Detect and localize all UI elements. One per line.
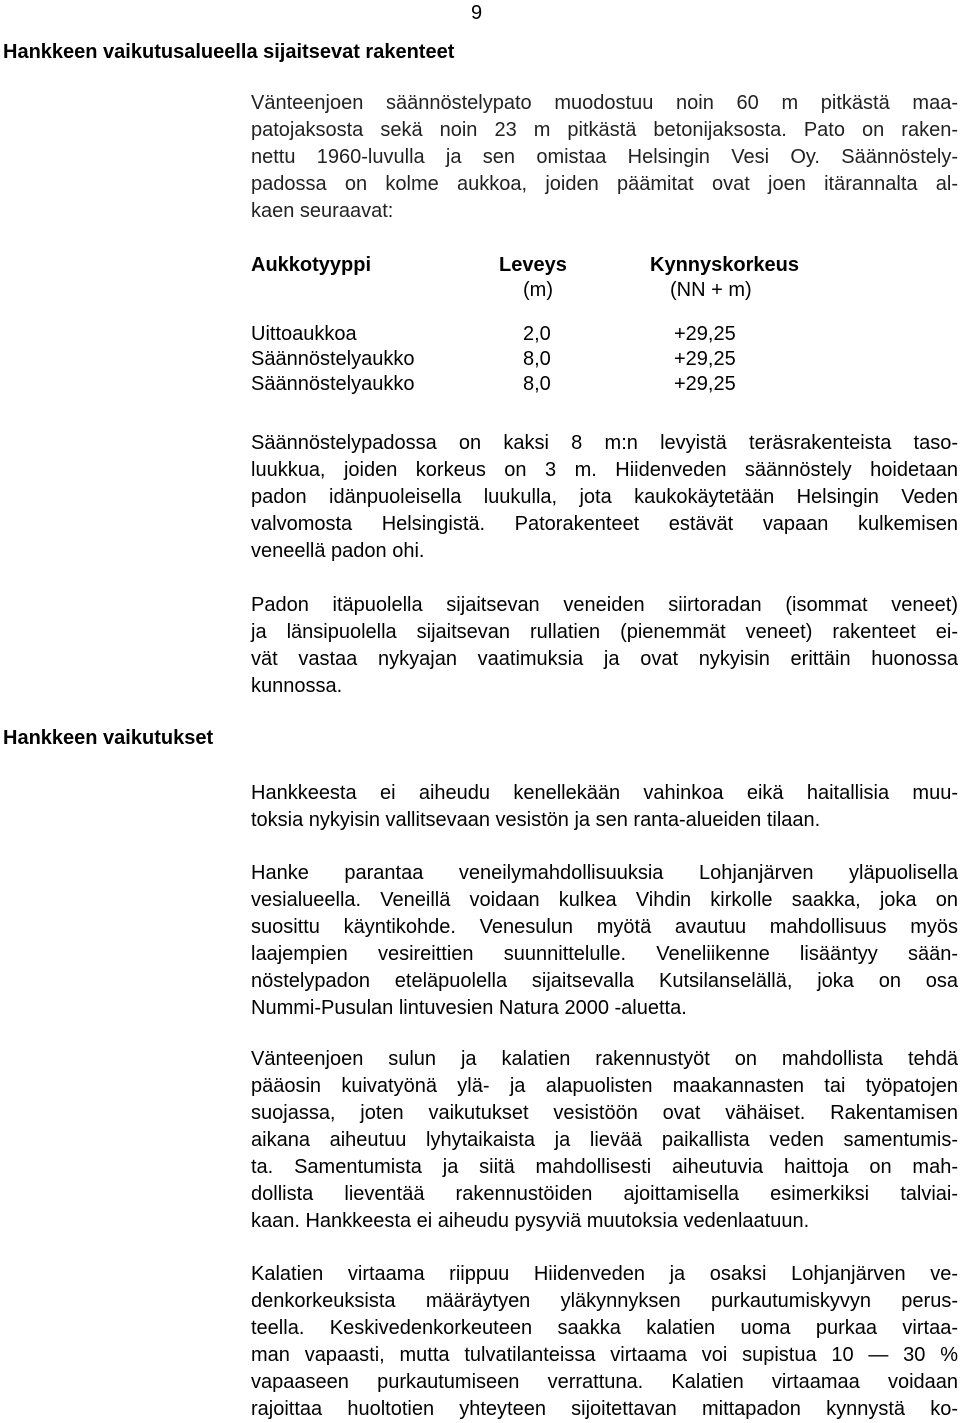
- text-line: toksia nykyisin vallitsevaan vesistön ja sen ranta-alueiden tilaan.: [251, 809, 821, 831]
- paragraph-no-harm: [251, 780, 958, 834]
- text-line: pääosin kuivatyönä ylä- ja alapuolisten maakannasten tai työpatojen: [251, 1075, 958, 1097]
- text-line: vesialueella. Veneillä voidaan kulkea Vihdin kirkolle saakka, joka on: [251, 889, 958, 911]
- text-line: denkorkeuksista määräytyen yläkynnyksen purkautumiskyvyn perus-: [251, 1290, 958, 1312]
- text-line: man vapaasti, mutta tulvatilanteissa virtaama voi supistua 10 — 30 %: [251, 1344, 958, 1366]
- text-line: luukkua, joiden korkeus on 3 m. Hiidenveden säännöstely hoidetaan: [251, 459, 958, 481]
- text-line: Kalatien virtaama riippuu Hiidenveden ja osaksi Lohjanjärven ve-: [251, 1263, 958, 1285]
- text-line: suojassa, joten vaikutukset vesistöön ovat vähäiset. Rakentamisen: [251, 1102, 958, 1124]
- intro-paragraph: [251, 90, 958, 225]
- column-header: Kynnyskorkeus: [650, 254, 799, 276]
- text-line: Säännöstelypadossa on kaksi 8 m:n levyistä teräsrakenteista taso-: [251, 432, 958, 454]
- column-unit: (m): [523, 279, 553, 301]
- text-line: patojaksosta sekä noin 23 m pitkästä betonijaksosta. Pato on raken-: [251, 119, 958, 141]
- paragraph-construction: [251, 1046, 958, 1235]
- section-heading-impacts: Hankkeen vaikutukset: [3, 727, 214, 749]
- text-line: kaen seuraavat:: [251, 200, 394, 222]
- table-cell: 8,0: [523, 373, 551, 395]
- text-line: nöstelypadon eteläpuolella sijaitsevalla Kutsilanselällä, joka on osa: [251, 970, 958, 992]
- text-line: padon idänpuoleisella luukulla, jota kaukokäytetään Helsingin Veden: [251, 486, 958, 508]
- section-heading-structures: Hankkeen vaikutusalueella sijaitsevat rakenteet: [3, 41, 455, 63]
- table-header-row: [251, 253, 851, 278]
- table-cell: +29,25: [674, 348, 736, 370]
- text-line: vapaaseen purkautumiseen verrattuna. Kalatien virtaamaa voidaan: [251, 1371, 958, 1393]
- text-line: ta. Samentumista ja siitä mahdollisesti aiheutuvia haittoja on mah-: [251, 1156, 958, 1178]
- paragraph-boating: [251, 860, 958, 1022]
- text-line: ja länsipuolella sijaitsevan rullatien (pienemmät veneet) rakenteet ei-: [251, 621, 958, 643]
- text-line: aikana aiheutuu lyhytaikaista ja lievää paikallista veden samentumis-: [251, 1129, 958, 1151]
- text-line: Nummi-Pusulan lintuvesien Natura 2000 -aluetta.: [251, 997, 687, 1019]
- table-cell: 8,0: [523, 348, 551, 370]
- table-row: [251, 347, 851, 372]
- table-cell: Säännöstelyaukko: [251, 348, 415, 370]
- paragraph-boat-transfer: [251, 592, 958, 700]
- table-cell: Säännöstelyaukko: [251, 373, 415, 395]
- text-line: vät vastaa nykyajan vaatimuksia ja ovat nykyisin erittäin huonossa: [251, 648, 958, 670]
- text-line: suosittu käyntikohde. Venesulun myötä avautuu mahdollisuus myös: [251, 916, 958, 938]
- column-header: Aukkotyyppi: [251, 254, 372, 276]
- text-line: Hanke parantaa veneilymahdollisuuksia Lohjanjärven yläpuolisella: [251, 862, 958, 884]
- column-unit: (NN + m): [670, 279, 752, 301]
- text-line: kaan. Hankkeesta ei aiheudu pysyviä muutoksia vedenlaatuun.: [251, 1210, 810, 1232]
- text-line: rajoittaa huoltotien yhteyteen sijoitettavan mittapadon kynnystä ko-: [251, 1398, 958, 1420]
- table-units-row: [251, 278, 851, 303]
- text-line: padossa on kolme aukkoa, joiden päämitat ovat joen itärannalta al-: [251, 173, 958, 195]
- text-line: dollista lieventää rakennustöiden ajoittamisella esimerkiksi talviai-: [251, 1183, 958, 1205]
- page-number: 9: [471, 2, 483, 24]
- table-row: [251, 372, 851, 397]
- text-line: Vänteenjoen sulun ja kalatien rakennustyöt on mahdollista tehdä: [251, 1048, 958, 1070]
- table-row: [251, 322, 851, 347]
- gate-dimensions-table: [251, 253, 851, 397]
- table-cell: +29,25: [674, 373, 736, 395]
- text-line: kunnossa.: [251, 675, 343, 697]
- text-line: Padon itäpuolella sijaitsevan veneiden siirtoradan (isommat veneet): [251, 594, 958, 616]
- paragraph-fishway-flow: [251, 1261, 958, 1423]
- table-cell: +29,25: [674, 323, 736, 345]
- table-cell: Uittoaukkoa: [251, 323, 357, 345]
- paragraph-gates: [251, 430, 958, 565]
- text-line: laajempien vesireittien suunnittelulle. Veneliikenne lisääntyy sään-: [251, 943, 958, 965]
- column-header: Leveys: [499, 254, 567, 276]
- text-line: nettu 1960-luvulla ja sen omistaa Helsingin Vesi Oy. Säännöstely-: [251, 146, 958, 168]
- text-line: valvomosta Helsingistä. Patorakenteet estävät vapaan kulkemisen: [251, 513, 958, 535]
- text-line: teella. Keskivedenkorkeuteen saakka kalatien uoma purkaa virtaa-: [251, 1317, 958, 1339]
- text-line: Vänteenjoen säännöstelypato muodostuu noin 60 m pitkästä maa-: [251, 92, 958, 114]
- table-cell: 2,0: [523, 323, 551, 345]
- text-line: Hankkeesta ei aiheudu kenellekään vahinkoa eikä haitallisia muu-: [251, 782, 958, 804]
- text-line: veneellä padon ohi.: [251, 540, 425, 562]
